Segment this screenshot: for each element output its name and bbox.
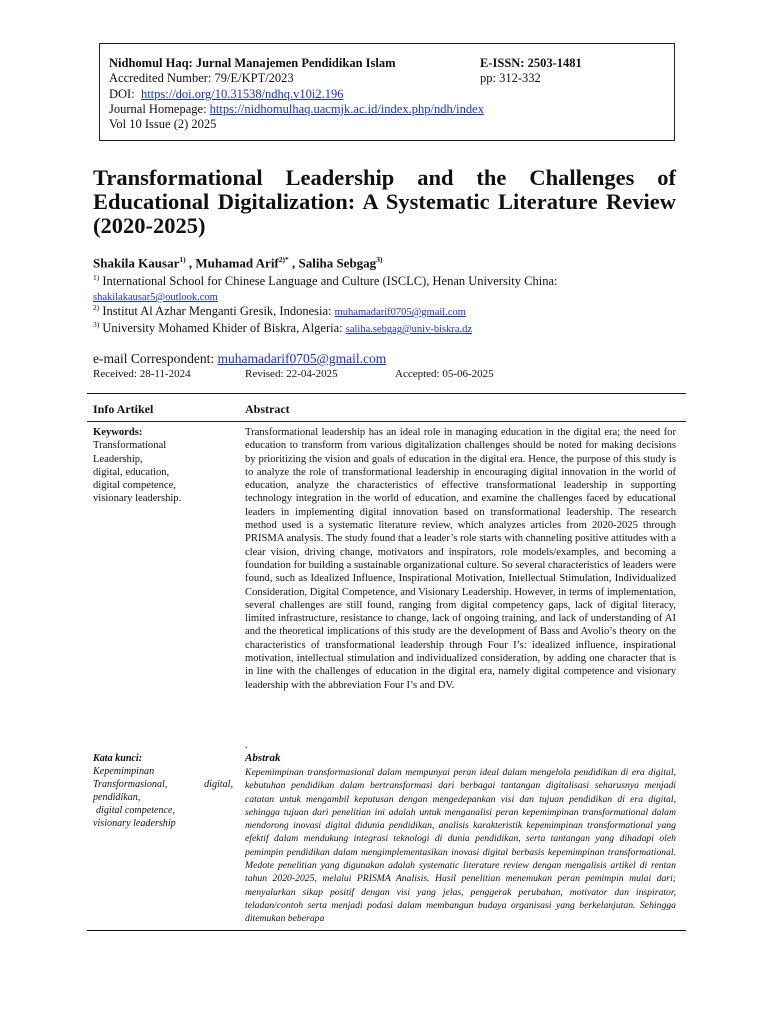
kata-kunci-item: visionary leadership: [93, 818, 176, 830]
kata-kunci-line: [93, 778, 233, 791]
keyword-item: Transformational: [93, 440, 167, 452]
journal-eissn: E-ISSN: 2503-1481: [480, 56, 582, 70]
abstract-text: Transformational leadership has an ideal role in managing education in the digital era; the need for education to transform from various digitalization challenges should be noted for making decisions by prioritizing the vision and goals of education in the digital era. Hence, the purpose of this study is to analyze the role of transformational leadership in encouraging digital innovation in the world of education, analyze the characteristics of effective transformational leadership in supporting technology integration in the world of education, and examine the challenges faced by educational leaders in implementing digital innovation based on transformational leadership. The research method used is a systematic literature review, which analyzes articles from 2020-2025 through PRISMA analysis. The study found that a leader’s role starts with channeling positive attitudes with a clear vision, driving change, motivators and inspirators, role models/examples, and becoming a foundation for building a sustainable organizational culture. So several characteristics of leaders were found, such as Idealized Influence, Inspirational Motivation, Intellectual Stimulation, Individualized Consideration, Digital Competence, and Visionary Leadership. However, in terms of implementation, several challenges are still found, ranging from digital competency gaps, lack of digital literacy, limited infrastructure, resistance to change, lack of ongoing training, and lack of understanding of AI and the theoretical implications of this study are the development of Bass and Avolio’s theory on the characteristics of transformational leadership through Four I’s: idealized influence, inspirational motivation, intellectual stimulation and individualized consideration, by adding one character that is in line with the challenges of education in the digital era, namely digital competence and visionary leadership with the abbreviation Four I’s and DV.: [245, 427, 676, 691]
submission-dates: [93, 368, 593, 384]
author-name: Shakila Kausar: [93, 255, 180, 271]
journal-volume: Vol 10 Issue (2) 2025: [109, 117, 217, 132]
journal-row-1: [109, 56, 674, 71]
paper-title: Transformational Leadership and the Challenges of Educational Digitalization: A Systematic Literature Review (2020-2025): [93, 165, 676, 238]
author-name: Saliha Sebgag: [298, 255, 377, 271]
kata-kunci-block: [93, 752, 233, 831]
received-date: Received: 28-11-2024: [93, 368, 191, 380]
doi-label: DOI:: [109, 86, 135, 101]
affiliation-1: $^{1)}$ International School for Chinese Language and Culture (ISCLC), Henan University China:: [93, 273, 558, 289]
table-bottom-rule: [87, 930, 686, 931]
author-sup: 3): [376, 255, 383, 264]
kata-kunci-item: Kepemimpinan: [93, 766, 155, 778]
kata-kunci-item: Transformasional,: [93, 779, 168, 791]
journal-pages: pp: 312-332: [480, 71, 541, 86]
section-separator: .: [245, 740, 248, 751]
correspondent-email-link[interactable]: muhamadarif0705@gmail.com: [217, 351, 387, 366]
table-top-rule: [87, 393, 686, 394]
journal-header-box: [99, 43, 675, 141]
correspondent-row: [93, 351, 386, 367]
journal-row-2: [109, 71, 674, 86]
kata-kunci-label: Kata kunci:: [93, 753, 143, 764]
homepage-link[interactable]: https://nidhomulhaq.uacmjk.ac.id/index.php/ndh/index: [209, 101, 484, 116]
journal-name: Nidhomul Haq: Jurnal Manajemen Pendidikan Islam: [109, 56, 396, 70]
accepted-date: Accepted: 05-06-2025: [395, 368, 494, 380]
journal-doi-row: [109, 87, 674, 102]
keyword-item: digital competence,: [93, 480, 176, 492]
affiliation-email-link[interactable]: saliha.sebgag@univ-biskra.dz: [345, 324, 473, 336]
abstrak-header: Abstrak: [245, 752, 281, 764]
journal-homepage-row: [109, 102, 674, 117]
keywords-label: Keywords:: [93, 427, 143, 438]
kata-kunci-item: digital,: [204, 779, 233, 791]
journal-accreditation: Accredited Number: 79/E/KPT/2023: [109, 71, 294, 86]
kata-kunci-item: digital competence,: [96, 805, 176, 817]
keyword-item: digital, education,: [93, 466, 170, 478]
affiliation-3: $^{3)}$ University Mohamed Khider of Biskra, Algeria: saliha.sebgag@univ-biskra.dz: [93, 320, 473, 336]
table-header-rule: [87, 421, 686, 422]
keyword-item: Leadership,: [93, 453, 143, 465]
author-sup: 2)*: [278, 255, 289, 264]
doi-link[interactable]: https://doi.org/10.31538/ndhq.v10i2.196: [140, 86, 344, 101]
affiliation-email-link[interactable]: shakilakausar5@outlook.com: [93, 292, 218, 303]
revised-date: Revised: 22-04-2025: [245, 368, 338, 380]
info-artikel-header: Info Artikel: [93, 402, 154, 416]
author-name: Muhamad Arif: [195, 255, 279, 271]
affiliation-1-email-row: [93, 289, 218, 304]
correspondent-label: e-mail Correspondent:: [93, 351, 215, 366]
homepage-label: Journal Homepage:: [109, 101, 207, 116]
affiliation-2: $^{2)}$ Institut Al Azhar Menganti Gresik, Indonesia: muhamadarif0705@gmail.com: [93, 303, 466, 319]
abstrak-text: Kepemimpinan transformasional dalam mempunyai peran ideal dalam mengelola pendidikan di era digital, kebutuhan pendidikan dalam bertransformasi dari berbagai tantangan digitalisasi seharusnya menjadi catatan untuk mengambil keputusan dengan mengedepankan visi dan tujuan pendidikan di era digital, sehingga tujuan dari penelitian ini adalah untuk menganalisi peran kepemimpinan transformational dalam mendorong inovasi digital didunia pendidikan, analisis karakteristik kepemimpinan transformational yang efektif dalam mendukung integrasi teknologi di dunia pendidikan, serta tantangan yang dihadapi oleh pemimpin pendidikan dalam mengimplementasikan inovasi digital berbasis kepemimpinan transformational. Medote penelitian yang digunakan adalah systematic literature review dengan mengalisis artikel di rentan tahun 2020-2025, melalui PRISMA Analisis. Hasil penelitian menemukan peran pemimpin mulai dari; menyalurkan sikap positif dengan visi yang jelas, penggerak perubahan, motivator dan inspirator, teladan/contoh serta menjadi podasi dalam membangun budaya organisasi yang berkelanjutan. Sehingga ditemukan beberapa: [245, 767, 676, 925]
author-list: Shakila Kausar$^{1)}$ , Muhamad Arif$^{2)*}$ , Saliha Sebgag$^{3)}$: [93, 255, 383, 271]
affiliation-email-link[interactable]: muhamadarif0705@gmail.com: [334, 307, 466, 319]
keywords-block: [93, 426, 233, 506]
kata-kunci-item: pendidikan,: [93, 792, 141, 804]
author-sup: 1): [179, 255, 186, 264]
abstract-header: Abstract: [245, 402, 290, 416]
keyword-item: visionary leadership.: [93, 493, 182, 505]
